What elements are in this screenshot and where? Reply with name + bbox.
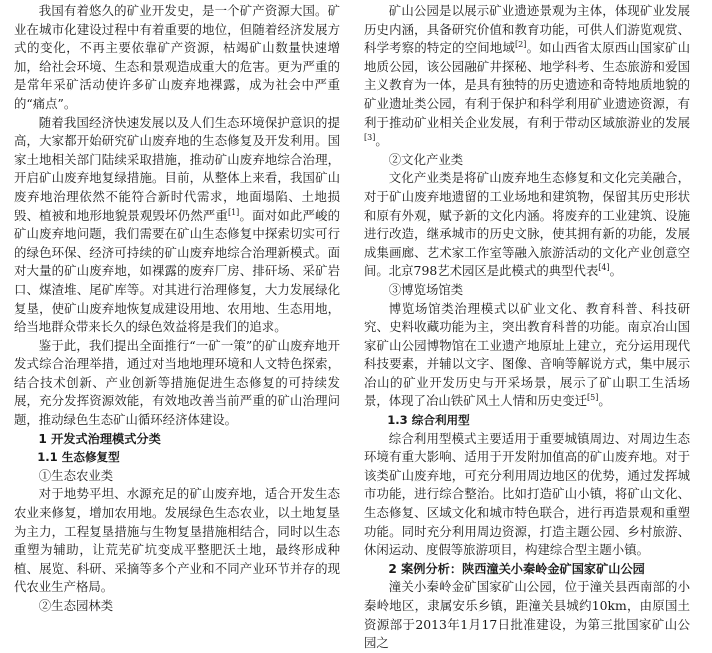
paragraph-culture-industry <box>364 169 690 281</box>
citation-ref: [1] <box>227 207 240 217</box>
subsection-heading-1-1: 1.1 生态修复型 <box>37 450 120 465</box>
paragraph-museum <box>364 300 690 412</box>
citation-ref: [3] <box>364 133 376 143</box>
list-item-museum: ③博览场馆类 <box>388 281 464 297</box>
citation-ref: [5] <box>587 393 599 403</box>
left-column <box>14 2 340 616</box>
punctuation: 。 <box>598 393 611 409</box>
section-heading-2: 2 案例分析：陕西潼关小秦岭金矿国家矿山公园 <box>388 561 645 576</box>
punctuation: 。 <box>375 133 388 149</box>
paragraph-comprehensive: 综合利用型模式主要适用于重要城镇周边、对周边生态环境有重大影响、适用于开发附加值高的矿山废弃地。对于该类矿山废弃地，可充分利用周边地区的优势，通过发挥城市功能，进行综合整治。比如打造矿山小镇，将矿山文化、生态修复、区域文化和城市特色联合，进行再造景观和重塑功能。同时充分利用周边资源，打造主题公园、乡村旅游、休闲运动、度假等旅游项目，构建综合型主题小镇。 <box>364 430 690 558</box>
paragraph-background <box>14 114 340 337</box>
citation-ref: [2] <box>515 40 527 50</box>
paragraph-intro: 我国有着悠久的矿业开发史，是一个矿产资源大国。矿业在城市化建设过程中有着重要的地位，但随着经济发展方式的变化，不再主要依靠矿产资源，枯竭矿山数量快速增加，给社会环境、生态和景观造成重大的危害。更为严重的是常年采矿活动使许多矿山废弃地裸露，成为社会中严重的“痛点”。 <box>14 3 340 111</box>
paragraph-proposal: 鉴于此，我们提出全面推行“一矿一策”的矿山废弃地开发式综合治理举措，通过对当地地理环境和人文特色探索，结合技术创新、产业创新等措施促进生态修复的可持续发展，充分发挥资源效能，有效地改善当前严重的矿山治理问题，推动绿色生态矿山循环经济体建设。 <box>14 337 340 428</box>
citation-ref: [4] <box>598 263 610 273</box>
right-column <box>364 2 690 653</box>
paragraph-mine-park-cont: 。如山西省太原西山国家矿山地质公园，该公园融矿井探秘、地学科考、生态旅游和爱国主义教育为一体，是具有独特的历史遗迹和奇特地质地貌的矿业遗址类公园，有利于保护和科学利用矿业遗迹资源，有利于推动矿业相关企业发展，有利于带动区域旅游业的发展 <box>364 40 691 130</box>
paragraph-mine-park-text: 矿山公园是以展示矿业遗迹景观为主体，体现矿业发展历史内涵，具备研究价值和教育功能，可供人们游览观赏、科学考察的特定的空间地域 <box>364 3 690 56</box>
list-item-culture-industry: ②文化产业类 <box>388 151 464 167</box>
list-item-eco-agriculture: ①生态农业类 <box>38 467 114 483</box>
paragraph-case-study: 潼关小秦岭金矿国家矿山公园，位于潼关县西南部的小秦岭地区，隶属安乐乡镇，距潼关县城约10km，由原国土资源部于2013年1月17日批准建设，为第三批国家矿山公园之 <box>364 579 690 651</box>
punctuation: 。 <box>609 263 623 279</box>
section-heading-1: 1 开发式治理模式分类 <box>38 431 161 446</box>
paragraph-eco-agriculture: 对于地势平坦、水源充足的矿山废弃地，适合开发生态农业来修复，增加农用地。发展绿色生态农业，以土地复垦为主力，工程复垦措施与生物复垦措施相结合，同时以生态重塑为辅助，让荒芜矿坑变成平整肥沃土地，最终形成种植、展览、科研、采摘等多个产业和不同产业环节并存的现代农业生产格局。 <box>14 486 340 595</box>
paragraph-background-cont: 。面对如此严峻的矿山废弃地问题，我们需要在矿山生态修复中探索切实可行的绿色环保、经济可持续的矿山废弃地综合治理新模式。面对大量的矿山废弃地，如裸露的废弃厂房、排矸场、采矿岩口、煤渣堆、尾矿库等。对其进行治理修复，大力发展绿化复垦，使矿山废弃地恢复成建设用地、农用地、生态用地，给当地群众带来长久的绿色效益将是我们的追求。 <box>14 207 341 335</box>
paragraph-mine-park <box>364 2 690 151</box>
paragraph-background-text: 随着我国经济快速发展以及人们生态环境保护意识的提高，大家都开始研究矿山废弃地的生态修复及开发利用。国家土地相关部门陆续采取措施，推动矿山废弃地综合治理，开启矿山废弃地复绿措施。目前，从整体上来看，我国矿山废弃地治理依然不能符合新时代需求，地面塌陷、土地损毁、植被和地形地貌景观毁坏仍然严重 <box>14 114 340 223</box>
list-item-eco-garden: ②生态园林类 <box>38 598 114 613</box>
paragraph-museum-text: 博览场馆类治理模式以矿业文化、教育科普、科技研究、史料收藏功能为主，突出教育科普的功能。南京冶山国家矿山公园博物馆在工业遗产地原址上建立，充分运用现代科技要素，并辅以文字、图像、音响等解说方式，集中展示冶山的矿业开发历史与开采场景，展示了矿山职工生活场景，体现了冶山铁矿风土人情和历史变迁 <box>364 300 690 409</box>
subsection-heading-1-3: 1.3 综合利用型 <box>387 413 470 428</box>
paragraph-culture-text: 文化产业类是将矿山废弃地生态修复和文化完美融合，对于矿山废弃地遗留的工业场地和建筑物，保留其历史形状和原有外观，赋予新的文化内涵。将废弃的工业建筑、设施进行改造，继承城市的历史文脉，使其拥有新的功能，发展成集画廊、艺术家工作室等融入旅游活动的文化产业创意空间。北京798艺术园区是此模式的典型代表 <box>364 170 690 279</box>
